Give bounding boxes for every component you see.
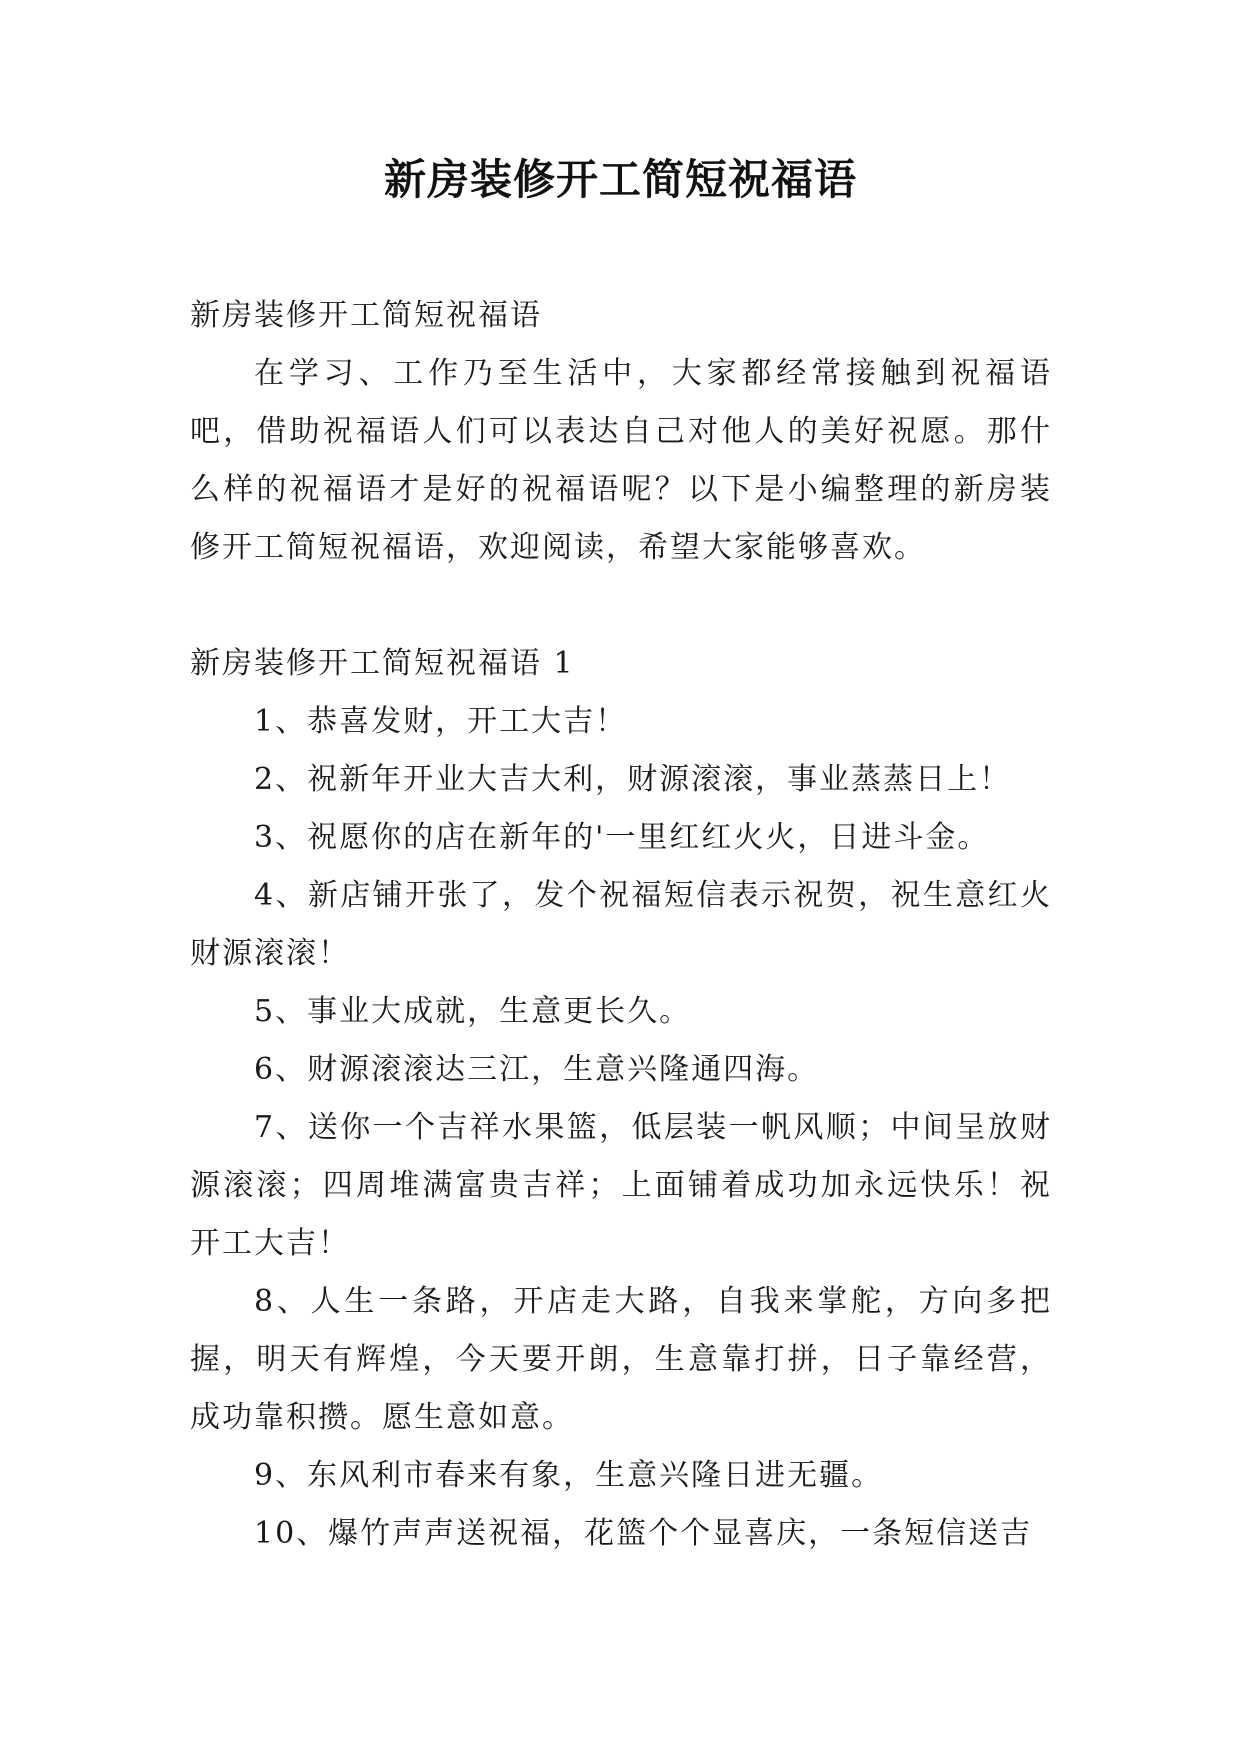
list-item: 4、新店铺开张了，发个祝福短信表示祝贺，祝生意红火财源滚滚！ bbox=[190, 878, 1052, 971]
document-title: 新房装修开工简短祝福语 bbox=[383, 155, 857, 204]
section-heading: 新房装修开工简短祝福语 1 bbox=[190, 646, 575, 681]
paragraph-spacer bbox=[190, 577, 1052, 635]
list-item: 5、事业大成就，生意更长久。 bbox=[254, 994, 692, 1029]
list-item: 2、祝新年开业大吉大利，财源滚滚，事业蒸蒸日上！ bbox=[254, 762, 1012, 797]
document-subtitle: 新房装修开工简短祝福语 bbox=[190, 298, 542, 333]
intro-paragraph: 在学习、工作乃至生活中，大家都经常接触到祝福语吧，借助祝福语人们可以表达自己对他人的美好祝愿。那什么样的祝福语才是好的祝福语呢？以下是小编整理的新房装修开工简短祝福语，欢迎阅读，希望大家能够喜欢。 bbox=[190, 356, 1052, 565]
list-item: 1、恭喜发财，开工大吉！ bbox=[254, 704, 628, 739]
list-item: 6、财源滚滚达三江，生意兴隆通四海。 bbox=[254, 1052, 820, 1087]
list-item: 8、人生一条路，开店走大路，自我来掌舵，方向多把握，明天有辉煌，今天要开朗，生意靠打拼，日子靠经营，成功靠积攒。愿生意如意。 bbox=[190, 1284, 1052, 1435]
list-item: 3、祝愿你的店在新年的'一里红红火火，日进斗金。 bbox=[254, 820, 990, 855]
list-item: 10、爆竹声声送祝福，花篮个个显喜庆，一条短信送吉 bbox=[254, 1516, 1033, 1551]
list-item: 9、东风利市春来有象，生意兴隆日进无疆。 bbox=[254, 1458, 884, 1493]
document-body bbox=[190, 287, 1052, 1563]
list-item: 7、送你一个吉祥水果篮，低层装一帆风顺；中间呈放财源滚滚；四周堆满富贵吉祥；上面铺着成功加永远快乐！祝开工大吉！ bbox=[190, 1110, 1052, 1261]
